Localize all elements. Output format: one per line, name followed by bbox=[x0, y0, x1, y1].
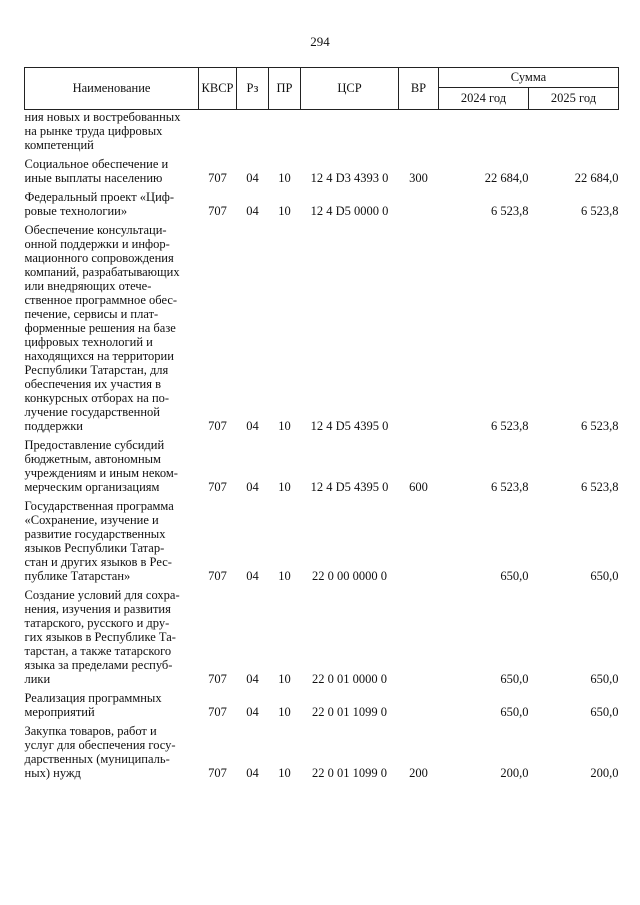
row-name-text: Предоставление субсидий бюджетным, автономным учреждениям и иным неком- мерческим организациям bbox=[24, 438, 178, 494]
cell-sum-2024: 200,0 bbox=[500, 766, 529, 780]
cell-rz: 04 bbox=[246, 569, 259, 583]
cell-sum-2025: 200,0 bbox=[590, 766, 619, 780]
cell-rz: 04 bbox=[246, 171, 259, 185]
table-header bbox=[25, 68, 619, 110]
cell-pr bbox=[269, 110, 301, 153]
cell-sum-2024: 6 523,8 bbox=[491, 480, 529, 494]
header-pr: ПР bbox=[269, 68, 301, 110]
table-row bbox=[25, 218, 619, 433]
cell-kvsr: 707 bbox=[208, 705, 227, 719]
row-name-text: Создание условий для сохра- нения, изучения и развития татарского, русского и дру- гих языков в Республике Та- тарстан, а также татарского языка за пределами респуб- лики bbox=[24, 588, 180, 686]
cell-pr: 10 bbox=[278, 480, 291, 494]
cell-name bbox=[25, 152, 199, 185]
header-year-2024: 2024 год bbox=[439, 88, 529, 110]
header-name: Наименование bbox=[25, 68, 199, 110]
cell-csr: 22 0 00 0000 0 bbox=[312, 569, 387, 583]
table-row bbox=[25, 494, 619, 583]
row-name-text: Закупка товаров, работ и услуг для обеспечения госу- дарственных (муниципаль- ных) нужд bbox=[24, 724, 176, 780]
cell-vr bbox=[399, 218, 439, 433]
cell-vr bbox=[399, 185, 439, 218]
cell-sum-2025 bbox=[529, 110, 619, 153]
header-kvsr: КВСР bbox=[199, 68, 237, 110]
cell-sum-2024: 650,0 bbox=[500, 705, 529, 719]
table-row bbox=[25, 433, 619, 494]
cell-name bbox=[25, 494, 199, 583]
row-name-text: Обеспечение консультаци- онной поддержки и инфор- мационного сопровождения компаний, разрабатывающих или внедряющих отече- ственное программное обес- печение, сервисы и плат- форменные решения на базе цифровых технологий и находящихся на территории Республики Татарстан, для обеспечения их участия в конкурсных отборах на по- лучение государственной поддержки bbox=[24, 223, 180, 433]
cell-sum-2025: 650,0 bbox=[590, 569, 619, 583]
header-rz: Рз bbox=[237, 68, 269, 110]
cell-csr: 22 0 01 0000 0 bbox=[312, 672, 387, 686]
table-row bbox=[25, 110, 619, 153]
cell-rz: 04 bbox=[246, 766, 259, 780]
row-name-text: ния новых и востребованных на рынке труда цифровых компетенций bbox=[24, 110, 181, 152]
table-row bbox=[25, 152, 619, 185]
cell-name bbox=[25, 110, 199, 153]
row-name-text: Федеральный проект «Циф- ровые технологии» bbox=[24, 190, 175, 218]
cell-vr bbox=[399, 494, 439, 583]
cell-sum-2024: 22 684,0 bbox=[484, 171, 529, 185]
row-name-text: Реализация программных мероприятий bbox=[24, 691, 162, 719]
cell-sum-2024: 6 523,8 bbox=[491, 204, 529, 218]
cell-name bbox=[25, 185, 199, 218]
table-row bbox=[25, 686, 619, 719]
cell-name bbox=[25, 719, 199, 780]
cell-pr: 10 bbox=[278, 419, 291, 433]
cell-name bbox=[25, 686, 199, 719]
cell-name bbox=[25, 583, 199, 686]
cell-sum-2024: 650,0 bbox=[500, 672, 529, 686]
cell-vr: 200 bbox=[409, 766, 428, 780]
cell-sum-2025: 650,0 bbox=[590, 705, 619, 719]
cell-vr bbox=[399, 110, 439, 153]
cell-csr: 12 4 D5 0000 0 bbox=[310, 204, 389, 218]
table-row bbox=[25, 719, 619, 780]
cell-kvsr: 707 bbox=[208, 204, 227, 218]
row-name-text: Социальное обеспечение и иные выплаты населению bbox=[24, 157, 169, 185]
header-year-2025: 2025 год bbox=[529, 88, 619, 110]
cell-rz: 04 bbox=[246, 204, 259, 218]
header-vr: ВР bbox=[399, 68, 439, 110]
page-number: 294 bbox=[310, 34, 330, 49]
cell-rz: 04 bbox=[246, 480, 259, 494]
cell-vr bbox=[399, 583, 439, 686]
cell-name bbox=[25, 433, 199, 494]
table-row bbox=[25, 185, 619, 218]
cell-rz bbox=[237, 110, 269, 153]
cell-sum-2024: 6 523,8 bbox=[491, 419, 529, 433]
cell-csr: 22 0 01 1099 0 bbox=[312, 766, 387, 780]
cell-sum-2025: 6 523,8 bbox=[581, 419, 619, 433]
table-row bbox=[25, 583, 619, 686]
cell-kvsr: 707 bbox=[208, 569, 227, 583]
cell-pr: 10 bbox=[278, 569, 291, 583]
cell-rz: 04 bbox=[246, 672, 259, 686]
cell-sum-2025: 6 523,8 bbox=[581, 204, 619, 218]
cell-pr: 10 bbox=[278, 204, 291, 218]
cell-csr: 12 4 D3 4393 0 bbox=[310, 171, 389, 185]
cell-rz: 04 bbox=[246, 705, 259, 719]
header-csr: ЦСР bbox=[301, 68, 399, 110]
cell-csr: 22 0 01 1099 0 bbox=[312, 705, 387, 719]
cell-csr bbox=[301, 110, 399, 153]
cell-kvsr: 707 bbox=[208, 766, 227, 780]
cell-vr bbox=[399, 686, 439, 719]
cell-vr: 600 bbox=[409, 480, 428, 494]
cell-sum-2025: 22 684,0 bbox=[574, 171, 619, 185]
cell-pr: 10 bbox=[278, 672, 291, 686]
cell-vr: 300 bbox=[409, 171, 428, 185]
cell-sum-2024: 650,0 bbox=[500, 569, 529, 583]
cell-kvsr: 707 bbox=[208, 171, 227, 185]
cell-pr: 10 bbox=[278, 766, 291, 780]
row-name-text: Государственная программа «Сохранение, изучение и развитие государственных языков Республики Татар- стан и других языков в Рес- публике Татарстан» bbox=[24, 499, 174, 583]
cell-name bbox=[25, 218, 199, 433]
table-body bbox=[25, 110, 619, 781]
cell-pr: 10 bbox=[278, 705, 291, 719]
cell-pr: 10 bbox=[278, 171, 291, 185]
cell-kvsr: 707 bbox=[208, 672, 227, 686]
header-sum: Сумма bbox=[439, 68, 619, 88]
cell-rz: 04 bbox=[246, 419, 259, 433]
cell-csr: 12 4 D5 4395 0 bbox=[310, 480, 389, 494]
cell-kvsr bbox=[199, 110, 237, 153]
cell-sum-2025: 6 523,8 bbox=[581, 480, 619, 494]
cell-kvsr: 707 bbox=[208, 480, 227, 494]
cell-kvsr: 707 bbox=[208, 419, 227, 433]
cell-sum-2025: 650,0 bbox=[590, 672, 619, 686]
cell-csr: 12 4 D5 4395 0 bbox=[310, 419, 389, 433]
budget-table bbox=[24, 67, 619, 780]
cell-sum-2024 bbox=[439, 110, 529, 153]
